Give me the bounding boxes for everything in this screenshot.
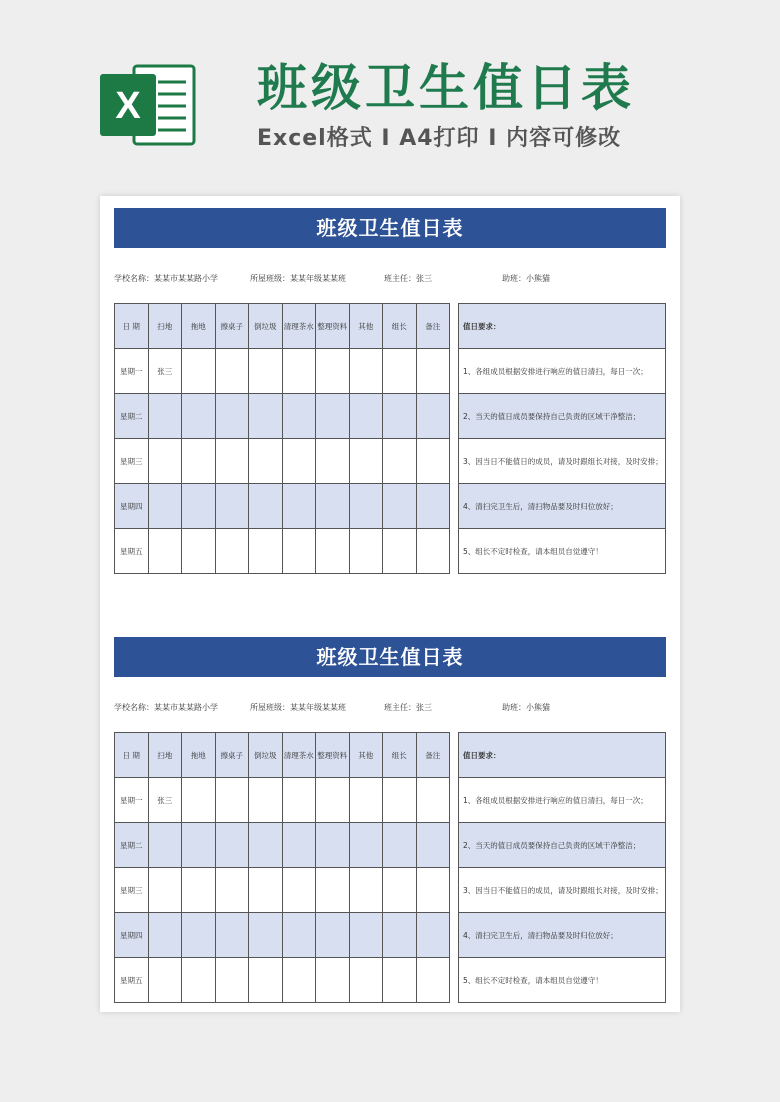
day-cell: 星期五 <box>115 529 149 574</box>
duty-cell[interactable] <box>148 958 182 1003</box>
excel-icon <box>100 60 198 150</box>
duty-cell[interactable] <box>416 868 450 913</box>
page-title: 班级卫生值日表 <box>257 59 635 117</box>
duty-cell[interactable] <box>316 394 350 439</box>
duty-cell[interactable] <box>383 349 417 394</box>
table-row <box>115 868 450 913</box>
duty-cell[interactable] <box>416 529 450 574</box>
duty-cell[interactable] <box>249 778 283 823</box>
requirement-item: 5、组长不定时检查，请本组员自觉遵守！ <box>459 958 666 1003</box>
duty-cell[interactable] <box>316 868 350 913</box>
duty-cell[interactable] <box>215 958 249 1003</box>
duty-cell[interactable] <box>182 484 216 529</box>
duty-cell[interactable] <box>416 394 450 439</box>
table-header-row <box>115 304 450 349</box>
duty-cell[interactable] <box>148 394 182 439</box>
table-row <box>115 913 450 958</box>
duty-cell[interactable] <box>282 529 316 574</box>
school-name: 学校名称：某某市某某路小学 <box>114 274 218 283</box>
header-cell: 其他 <box>349 304 383 349</box>
table-header-row <box>115 733 450 778</box>
table-row <box>115 823 450 868</box>
duty-sheet-1 <box>114 208 666 576</box>
duty-cell[interactable] <box>249 529 283 574</box>
duty-cell[interactable] <box>249 349 283 394</box>
day-cell: 星期四 <box>115 913 149 958</box>
duty-cell[interactable] <box>182 439 216 484</box>
excel-logo-letter: X <box>115 85 141 127</box>
header-cell: 倒垃圾 <box>249 304 283 349</box>
duty-cell[interactable] <box>316 484 350 529</box>
header-cell: 扫地 <box>148 304 182 349</box>
duty-cell[interactable] <box>148 823 182 868</box>
duty-cell[interactable] <box>148 484 182 529</box>
duty-sheet-2 <box>114 637 666 1005</box>
duty-cell[interactable] <box>182 394 216 439</box>
duty-cell[interactable] <box>416 823 450 868</box>
duty-cell[interactable] <box>416 484 450 529</box>
duty-cell[interactable] <box>316 439 350 484</box>
duty-cell[interactable] <box>416 349 450 394</box>
duty-cell[interactable]: 张三 <box>148 778 182 823</box>
requirement-item: 5、组长不定时检查，请本组员自觉遵守！ <box>459 529 666 574</box>
duty-cell[interactable] <box>182 868 216 913</box>
day-cell: 星期三 <box>115 868 149 913</box>
sheet-banner: 班级卫生值日表 <box>114 208 666 248</box>
day-cell: 星期五 <box>115 958 149 1003</box>
duty-cell[interactable] <box>215 529 249 574</box>
duty-cell[interactable] <box>383 778 417 823</box>
duty-cell[interactable] <box>182 913 216 958</box>
requirement-item: 3、因当日不能值日的成员，请及时跟组长对接，及时安排； <box>459 439 666 484</box>
duty-cell[interactable] <box>282 913 316 958</box>
duty-cell[interactable] <box>282 484 316 529</box>
duty-cell[interactable] <box>316 529 350 574</box>
header-cell: 组长 <box>383 733 417 778</box>
duty-cell[interactable] <box>249 958 283 1003</box>
duty-cell[interactable] <box>215 349 249 394</box>
duty-cell[interactable] <box>249 394 283 439</box>
duty-cell[interactable]: 张三 <box>148 349 182 394</box>
duty-cell[interactable] <box>148 529 182 574</box>
assistant: 助班：小熊猫 <box>502 703 550 712</box>
duty-cell[interactable] <box>383 823 417 868</box>
header-cell: 备注 <box>416 304 450 349</box>
duty-cell[interactable] <box>249 823 283 868</box>
sheet-banner: 班级卫生值日表 <box>114 637 666 677</box>
duty-cell[interactable] <box>282 868 316 913</box>
school-name: 学校名称：某某市某某路小学 <box>114 703 218 712</box>
page-subtitle: Excel格式 I A4打印 I 内容可修改 <box>257 126 622 151</box>
duty-cell[interactable] <box>316 913 350 958</box>
duty-cell[interactable] <box>282 394 316 439</box>
class-name: 所屋班级：某某年级某某班 <box>250 274 346 283</box>
duty-cell[interactable] <box>316 778 350 823</box>
duty-cell[interactable] <box>416 439 450 484</box>
duty-cell[interactable] <box>349 529 383 574</box>
duty-cell[interactable] <box>282 958 316 1003</box>
requirement-item: 4、清扫完卫生后，清扫物品要及时归位放好； <box>459 913 666 958</box>
duty-cell[interactable] <box>148 913 182 958</box>
duty-cell[interactable] <box>182 529 216 574</box>
requirements-title: 值日要求： <box>459 304 666 349</box>
table-row <box>115 778 450 823</box>
duty-cell[interactable] <box>316 349 350 394</box>
duty-cell[interactable] <box>282 823 316 868</box>
duty-cell[interactable] <box>215 778 249 823</box>
table-row <box>115 394 450 439</box>
duty-cell[interactable] <box>349 394 383 439</box>
day-cell: 星期一 <box>115 349 149 394</box>
duty-cell[interactable] <box>349 823 383 868</box>
duty-cell[interactable] <box>148 868 182 913</box>
duty-cell[interactable] <box>349 484 383 529</box>
header-cell: 备注 <box>416 733 450 778</box>
requirements-title: 值日要求： <box>459 733 666 778</box>
duty-cell[interactable] <box>182 823 216 868</box>
assistant: 助班：小熊猫 <box>502 274 550 283</box>
duty-cell[interactable] <box>316 958 350 1003</box>
duty-cell[interactable] <box>383 439 417 484</box>
head-teacher: 班主任：张三 <box>384 274 432 283</box>
duty-cell[interactable] <box>383 958 417 1003</box>
duty-cell[interactable] <box>383 484 417 529</box>
duty-cell[interactable] <box>215 394 249 439</box>
header-cell: 整理资料 <box>316 733 350 778</box>
duty-cell[interactable] <box>215 913 249 958</box>
header-cell: 清理茶水 <box>282 304 316 349</box>
header-cell: 整理资料 <box>316 304 350 349</box>
head-teacher: 班主任：张三 <box>384 703 432 712</box>
duty-cell[interactable] <box>383 529 417 574</box>
header-cell: 组长 <box>383 304 417 349</box>
duty-cell[interactable] <box>282 778 316 823</box>
requirement-item: 1、各组成员根据安排进行响应的值日清扫，每日一次； <box>459 349 666 394</box>
header-cell: 拖地 <box>182 304 216 349</box>
duty-cell[interactable] <box>249 868 283 913</box>
duty-cell[interactable] <box>383 913 417 958</box>
header-cell: 日 期 <box>115 733 149 778</box>
info-row <box>114 272 666 286</box>
duty-cell[interactable] <box>316 823 350 868</box>
table-row <box>115 439 450 484</box>
requirement-item: 2、当天的值日成员要保持自己负责的区域干净整洁； <box>459 823 666 868</box>
duty-cell[interactable] <box>349 349 383 394</box>
day-cell: 星期一 <box>115 778 149 823</box>
duty-cell[interactable] <box>282 349 316 394</box>
duty-cell[interactable] <box>182 778 216 823</box>
table-row <box>115 529 450 574</box>
header-cell: 清理茶水 <box>282 733 316 778</box>
header-cell: 擦桌子 <box>215 304 249 349</box>
duty-cell[interactable] <box>249 484 283 529</box>
duty-cell[interactable] <box>349 868 383 913</box>
header-cell: 擦桌子 <box>215 733 249 778</box>
table-row <box>115 484 450 529</box>
duty-cell[interactable] <box>383 394 417 439</box>
duty-cell[interactable] <box>215 868 249 913</box>
duty-table <box>114 732 450 1003</box>
duty-cell[interactable] <box>349 913 383 958</box>
info-row <box>114 701 666 715</box>
duty-cell[interactable] <box>416 778 450 823</box>
requirement-item: 2、当天的值日成员要保持自己负责的区域干净整洁； <box>459 394 666 439</box>
day-cell: 星期三 <box>115 439 149 484</box>
duty-cell[interactable] <box>215 823 249 868</box>
requirements-table <box>458 732 666 1003</box>
day-cell: 星期二 <box>115 394 149 439</box>
requirement-item: 4、清扫完卫生后，清扫物品要及时归位放好； <box>459 484 666 529</box>
duty-cell[interactable] <box>349 439 383 484</box>
duty-cell[interactable] <box>383 868 417 913</box>
document-page <box>100 196 680 1012</box>
requirement-item: 1、各组成员根据安排进行响应的值日清扫，每日一次； <box>459 778 666 823</box>
table-row <box>115 349 450 394</box>
duty-cell[interactable] <box>249 439 283 484</box>
header-cell: 日 期 <box>115 304 149 349</box>
duty-cell[interactable] <box>349 778 383 823</box>
duty-cell[interactable] <box>282 439 316 484</box>
duty-cell[interactable] <box>416 913 450 958</box>
day-cell: 星期二 <box>115 823 149 868</box>
duty-cell[interactable] <box>182 958 216 1003</box>
class-name: 所屋班级：某某年级某某班 <box>250 703 346 712</box>
header-cell: 倒垃圾 <box>249 733 283 778</box>
day-cell: 星期四 <box>115 484 149 529</box>
duty-cell[interactable] <box>249 913 283 958</box>
duty-cell[interactable] <box>349 958 383 1003</box>
requirements-table <box>458 303 666 574</box>
duty-table <box>114 303 450 574</box>
table-row <box>115 958 450 1003</box>
header-cell: 拖地 <box>182 733 216 778</box>
duty-cell[interactable] <box>416 958 450 1003</box>
header-cell: 扫地 <box>148 733 182 778</box>
promo-header <box>0 0 780 190</box>
duty-cell[interactable] <box>215 439 249 484</box>
duty-cell[interactable] <box>182 349 216 394</box>
duty-cell[interactable] <box>215 484 249 529</box>
requirement-item: 3、因当日不能值日的成员，请及时跟组长对接，及时安排； <box>459 868 666 913</box>
duty-cell[interactable] <box>148 439 182 484</box>
header-cell: 其他 <box>349 733 383 778</box>
